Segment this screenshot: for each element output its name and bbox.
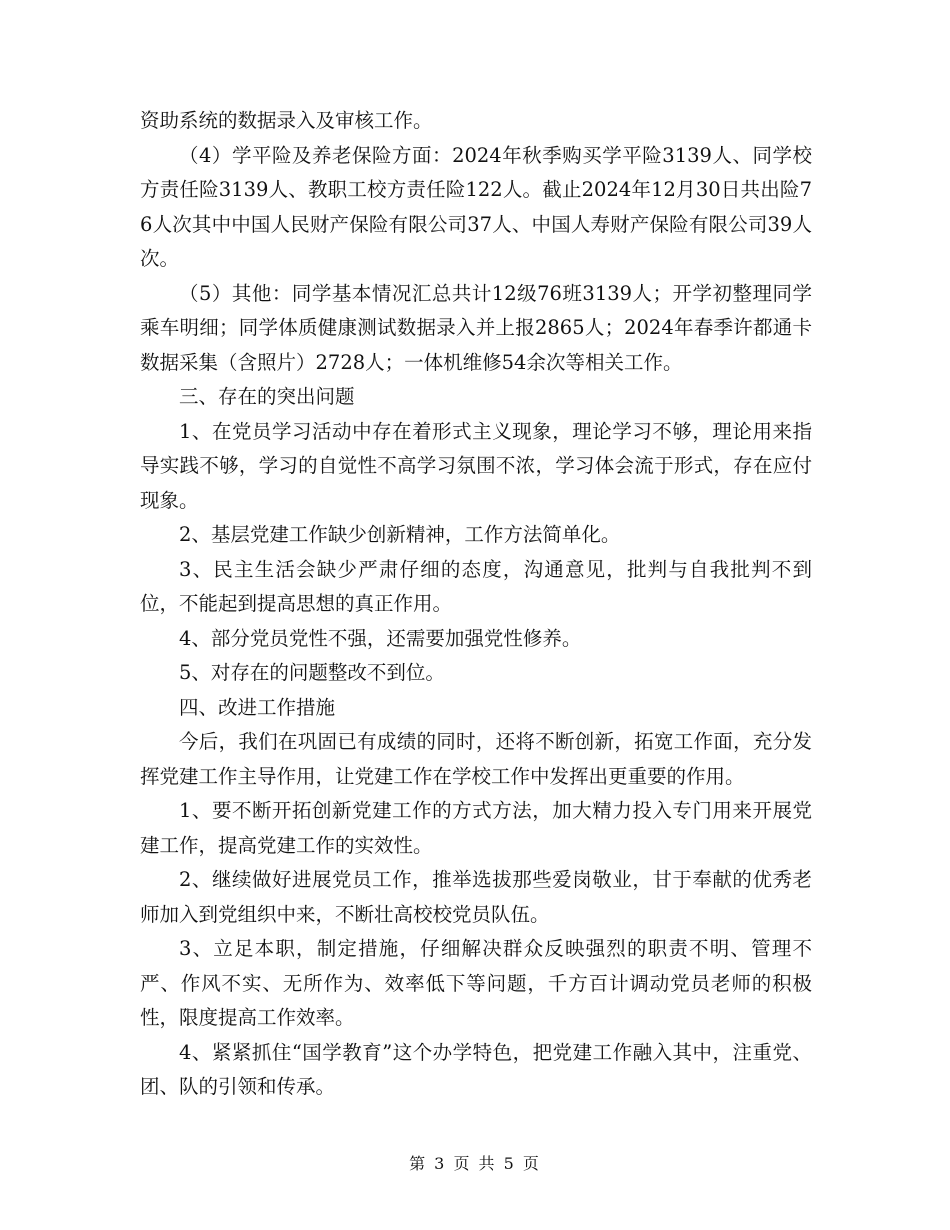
problem-item-5: 5、对存在的问题整改不到位。 [179,661,445,684]
paragraph-continuation: 资助系统的数据录入及审核工作。 [140,109,433,132]
measure-item-2: 2、继续做好进展党员工作，推举选拔那些爱岗敬业，甘于奉献的优秀老师加入到党组织中来，不断壮高校校党员队伍。 [140,868,812,926]
paragraph-insurance: （4）学平险及养老保险方面：2024年秋季购买学平险3139人、同学校方责任险3139人、教职工校方责任险122人。截止2024年12月30日共出险76人次其中中国人民财产保险有限公司37人、中国人寿财产保险有限公司39人次。 [140,143,812,270]
measure-item-1: 1、要不断开拓创新党建工作的方式方法，加大精力投入专门用来开展党建工作，提高党建工作的实效性。 [140,799,812,857]
section-heading-problems: 三、存在的突出问题 [179,385,355,408]
problem-item-1: 1、在党员学习活动中存在着形式主义现象，理论学习不够，理论用来指导实践不够，学习的自觉性不高学习氛围不浓，学习体会流于形式，存在应付现象。 [140,419,812,512]
measure-item-3: 3、立足本职，制定措施，仔细解决群众反映强烈的职责不明、管理不严、作风不实、无所作为、效率低下等问题，千方百计调动党员老师的积极性，限度提高工作效率。 [140,937,812,1029]
problem-item-3: 3、民主生活会缺少严肃仔细的态度，沟通意见，批判与自我批判不到位，不能起到提高思想的真正作用。 [140,557,812,615]
measure-item-4: 4、紧紧抓住“国学教育”这个办学特色，把党建工作融入其中，注重党、团、队的引领和传承。 [140,1040,812,1098]
document-body [140,104,812,1105]
paragraph-other: （5）其他：同学基本情况汇总共计12级76班3139人；开学初整理同学乘车明细；同学体质健康测试数据录入并上报2865人；2024年春季许都通卡数据采集（含照片）2728人；一体机维修54余次等相关工作。 [140,281,812,374]
section-heading-measures: 四、改进工作措施 [179,695,336,719]
page-number-footer: 第 3 页 共 5 页 [409,1154,541,1173]
problem-item-2: 2、基层党建工作缺少创新精神，工作方法简单化。 [179,523,621,546]
measures-intro: 今后，我们在巩固已有成绩的同时，还将不断创新，拓宽工作面，充分发挥党建工作主导作用，让党建工作在学校工作中发挥出更重要的作用。 [140,730,812,788]
problem-item-4: 4、部分党员党性不强，还需要加强党性修养。 [179,626,582,650]
